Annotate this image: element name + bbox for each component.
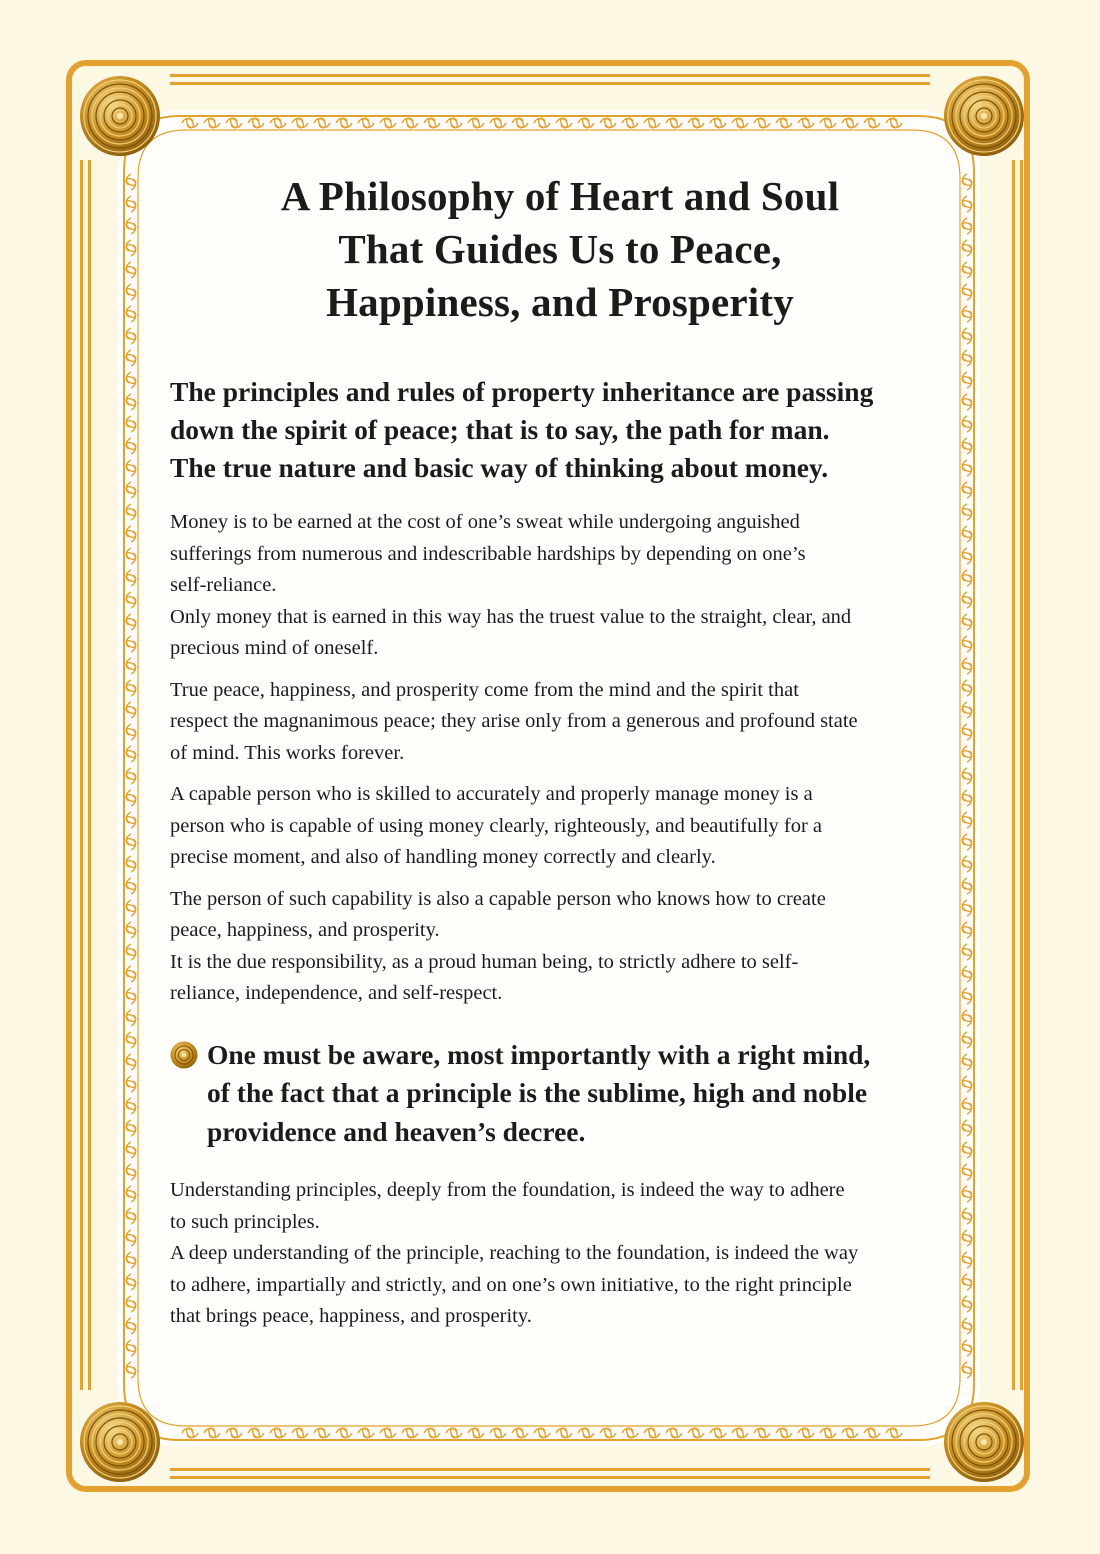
lead-line: down the spirit of peace; that is to say, the path for man.	[170, 414, 830, 445]
paragraph	[170, 779, 950, 874]
paragraph-line: to such principles.	[170, 1210, 320, 1233]
document-content	[170, 170, 950, 1333]
gold-spiral-medal-icon	[942, 1400, 1026, 1484]
paragraph-line: reliance, independence, and self-respect.	[170, 982, 503, 1004]
title-line: A Philosophy of Heart and Soul	[280, 173, 840, 219]
paragraph	[170, 507, 950, 665]
gold-spiral-medal-icon	[78, 1400, 162, 1484]
paragraph-line: sufferings from numerous and indescribable hardships by depending on one’s	[170, 542, 806, 565]
subheading-line: One must be aware, most importantly with a right mind,	[207, 1038, 871, 1070]
lead-line: The principles and rules of property inheritance are passing	[170, 376, 874, 407]
paragraph	[170, 675, 950, 770]
paragraph	[170, 884, 950, 1010]
gold-medal-bullet-icon	[170, 1041, 198, 1069]
paragraph-line: to adhere, impartially and strictly, and on one’s own initiative, to the right principle	[170, 1273, 852, 1296]
page-title	[170, 170, 950, 329]
section-two-body	[170, 1175, 950, 1333]
paragraph-line: peace, happiness, and prosperity.	[170, 919, 440, 941]
subheading-text	[207, 1036, 870, 1152]
paragraph-line: A capable person who is skilled to accurately and properly manage money is a	[170, 783, 813, 805]
paragraph-line: A deep understanding of the principle, reaching to the foundation, is indeed the way	[170, 1242, 859, 1264]
title-line: Happiness, and Prosperity	[326, 279, 794, 325]
paragraph-line: precise moment, and also of handling money correctly and clearly.	[170, 846, 716, 868]
subheading-line: providence and heaven’s decree.	[207, 1115, 586, 1147]
paragraph-line: Understanding principles, deeply from the foundation, is indeed the way to adhere	[170, 1179, 845, 1201]
paragraph-line: of mind. This works forever.	[170, 741, 405, 764]
paragraph-line: that brings peace, happiness, and prosperity.	[170, 1305, 532, 1327]
paragraph-line: Money is to be earned at the cost of one’s sweat while undergoing anguished	[170, 511, 800, 533]
subheading-line: of the fact that a principle is the sublime, high and noble	[207, 1077, 868, 1108]
paragraph-line: The person of such capability is also a capable person who knows how to create	[170, 887, 826, 910]
paragraph-line: self-reliance.	[170, 574, 277, 596]
subheading	[170, 1036, 950, 1152]
paragraph-line: person who is capable of using money clearly, righteously, and beautifully for a	[170, 814, 823, 837]
paragraph-line: respect the magnanimous peace; they arise only from a generous and profound state	[170, 710, 858, 732]
lead-heading	[170, 373, 950, 487]
paragraph-line: It is the due responsibility, as a proud human being, to strictly adhere to self-	[170, 950, 799, 973]
section-one-body	[170, 507, 950, 1010]
gold-spiral-medal-icon	[78, 74, 162, 158]
paragraph-line: True peace, happiness, and prosperity come from the mind and the spirit that	[170, 678, 799, 701]
gold-spiral-medal-icon	[942, 74, 1026, 158]
paragraph-line: precious mind of oneself.	[170, 637, 379, 659]
paragraph-line: Only money that is earned in this way has the truest value to the straight, clear, and	[170, 605, 852, 628]
lead-line: The true nature and basic way of thinking about money.	[170, 452, 829, 483]
title-line: That Guides Us to Peace,	[338, 226, 782, 272]
